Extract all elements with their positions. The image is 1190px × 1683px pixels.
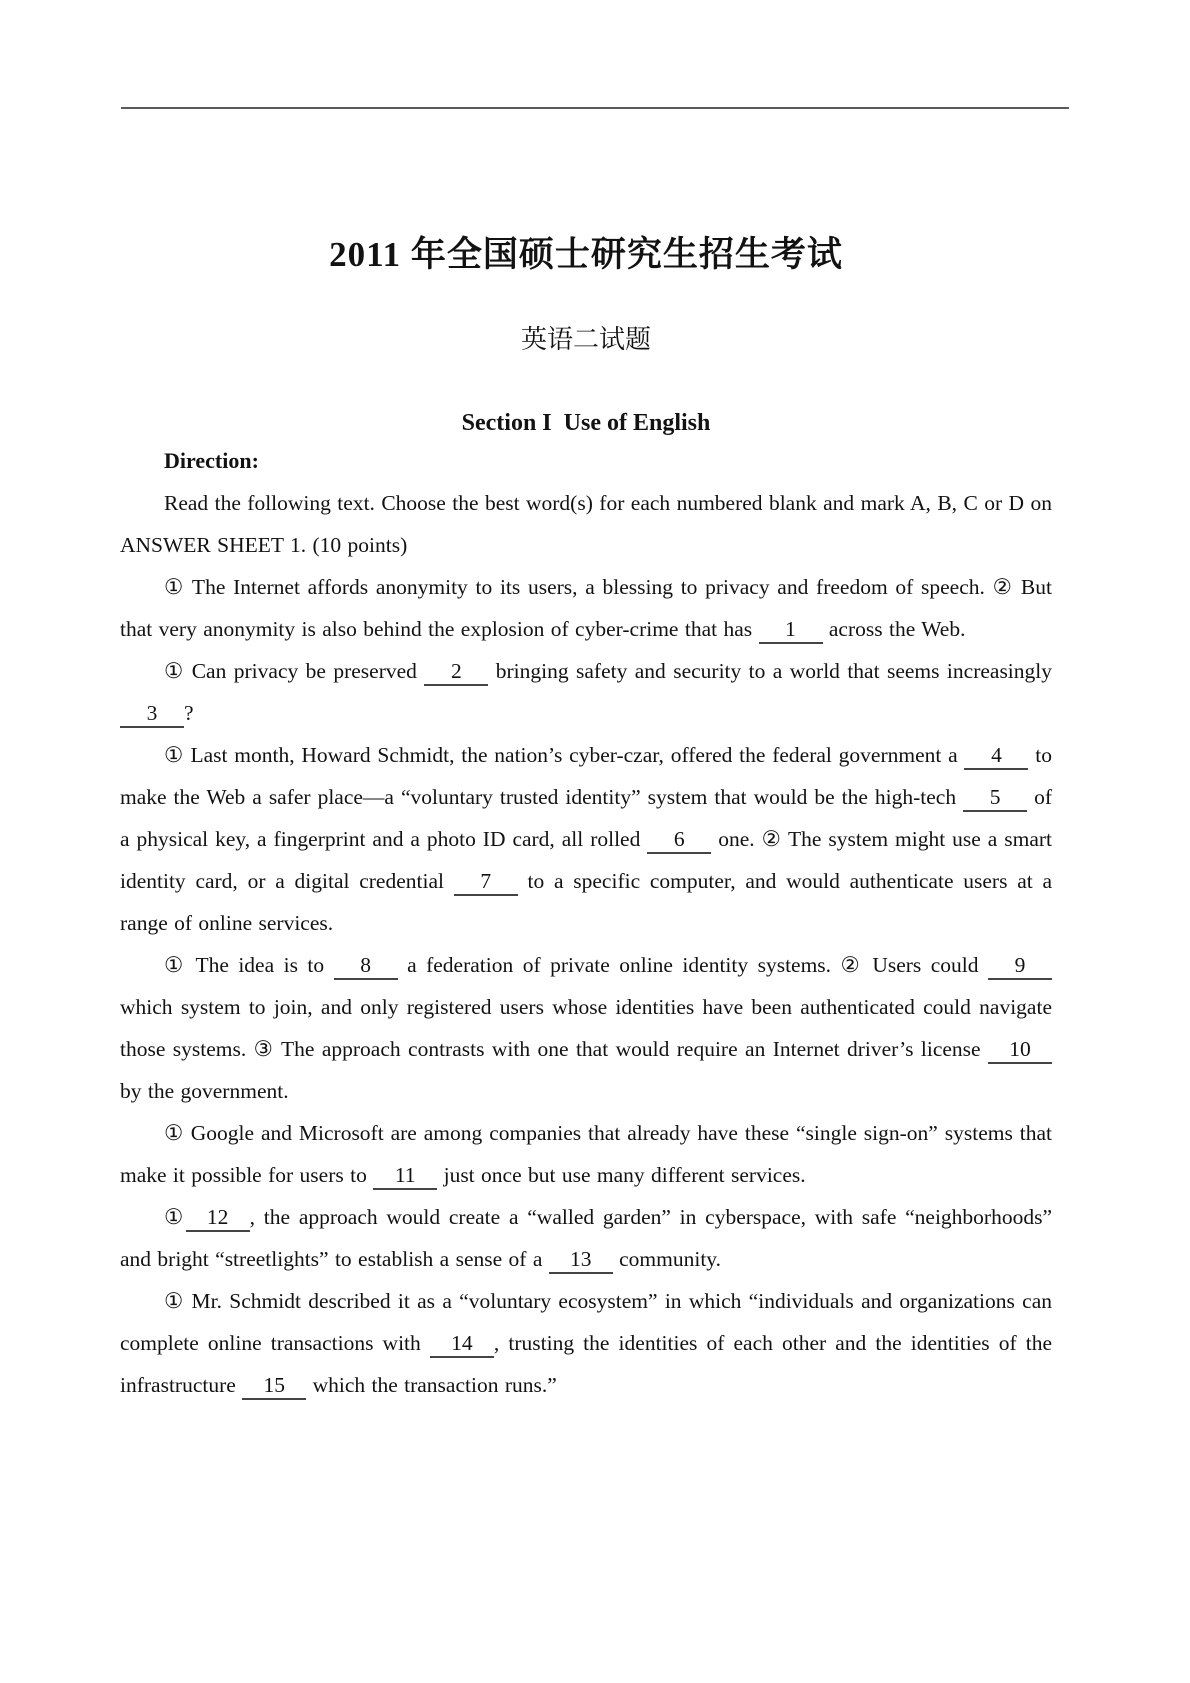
page-subtitle: 英语二试题 xyxy=(520,325,651,354)
paragraph-text: across the Web. xyxy=(822,617,966,641)
paragraph-text: of a physical key, a fingerprint and a photo ID card, all rolled xyxy=(120,785,1052,851)
paragraph-text: ① The Internet affords anonymity to its users, a blessing to privacy and freedom of speech. ② But that very anonymity is also behind the explosion of cyber-crime that has xyxy=(120,575,1052,641)
paragraph-text: bringing safety and security to a world that seems increasingly xyxy=(488,659,1053,683)
paragraph-text: , trusting the identities of each other and the identities of the infrastructure xyxy=(120,1331,1052,1397)
paragraph-text: to a specific computer, and would authenticate users at a range of online services. xyxy=(120,869,1053,935)
numbered-blank-11: 11 xyxy=(373,1162,437,1190)
numbered-blank-13: 13 xyxy=(549,1246,613,1274)
paragraph-text: which system to join, and only registered users whose identities have been authenticated could navigate those systems. ③ The approach contrasts with one that would require an Internet driver’s license xyxy=(120,995,1052,1061)
paragraph-text: , the approach would create a “walled garden” in cyberspace, with safe “neighborhoods” and bright “streetlights” to establish a sense of a xyxy=(120,1205,1053,1271)
numbered-blank-8: 8 xyxy=(334,952,398,980)
paragraph xyxy=(120,650,1052,734)
paragraph-text: ① Can privacy be preserved xyxy=(164,659,425,683)
paragraph-text: by the government. xyxy=(120,1079,289,1103)
paragraph xyxy=(120,482,1052,566)
section-body xyxy=(120,440,1052,1406)
paragraph-text: ① Google and Microsoft are among companies that already have these “single sign-on” systems that make it possible for users to xyxy=(120,1121,1052,1187)
paragraph xyxy=(120,944,1052,1112)
numbered-blank-10: 10 xyxy=(988,1036,1052,1064)
paragraph xyxy=(120,1112,1052,1196)
paragraph-text: ① Last month, Howard Schmidt, the nation’s cyber-czar, offered the federal government a xyxy=(164,743,965,767)
paragraph-text: to make the Web a safer place—a “voluntary trusted identity” system that would be the high-tech xyxy=(120,743,1052,809)
paragraph-text: just once but use many different services. xyxy=(437,1163,806,1187)
paragraph-text: which the transaction runs.” xyxy=(306,1373,557,1397)
paragraph xyxy=(120,734,1052,944)
page-content xyxy=(120,109,1052,1406)
numbered-blank-6: 6 xyxy=(647,826,711,854)
numbered-blank-2: 2 xyxy=(424,658,488,686)
numbered-blank-5: 5 xyxy=(963,784,1027,812)
numbered-blank-14: 14 xyxy=(430,1330,494,1358)
paragraph-text: one. ② The system might use a smart identity card, or a digital credential xyxy=(120,827,1053,893)
section-heading: Section I Use of English xyxy=(461,410,711,436)
paragraph xyxy=(120,1280,1052,1406)
numbered-blank-12: 12 xyxy=(186,1204,250,1232)
body-paragraphs xyxy=(120,482,1052,1406)
numbered-blank-7: 7 xyxy=(454,868,518,896)
numbered-blank-15: 15 xyxy=(242,1372,306,1400)
numbered-blank-3: 3 xyxy=(120,700,184,728)
paragraph-text: ① xyxy=(164,1205,186,1229)
paragraph-text: Read the following text. Choose the best word(s) for each numbered blank and mark A, B, C or D on ANSWER SHEET 1. (10 points) xyxy=(120,491,1052,557)
numbered-blank-9: 9 xyxy=(988,952,1052,980)
paragraph-text: ① The idea is to xyxy=(164,953,334,977)
direction-label: Direction: xyxy=(164,448,259,473)
paragraph xyxy=(120,566,1052,650)
paragraph xyxy=(120,1196,1052,1280)
paragraph-text: a federation of private online identity systems. ② Users could xyxy=(397,953,989,977)
paragraph-text: ? xyxy=(184,701,194,725)
paragraph-text: community. xyxy=(612,1247,722,1271)
numbered-blank-1: 1 xyxy=(759,616,823,644)
numbered-blank-4: 4 xyxy=(964,742,1028,770)
page-title: 2011 年全国硕士研究生招生考试 xyxy=(329,235,843,274)
paragraph-text: ① Mr. Schmidt described it as a “voluntary ecosystem” in which “individuals and organizations can complete online transactions with xyxy=(120,1289,1052,1355)
